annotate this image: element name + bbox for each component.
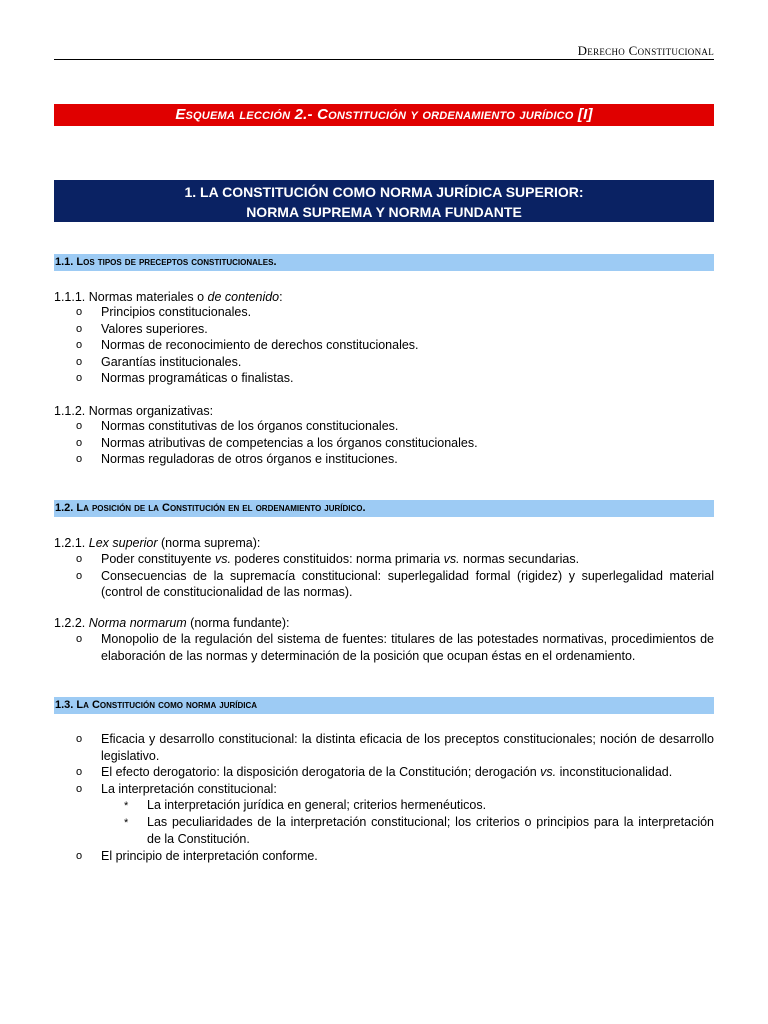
- bullet-icon: o: [76, 306, 83, 318]
- bullet-icon: o: [76, 766, 83, 778]
- italic-run: vs.: [443, 552, 460, 566]
- bullet-icon: o: [76, 733, 83, 745]
- list-item-text: [101, 764, 714, 781]
- sub-list-item-text: Las peculiaridades de la interpretación constitucional; los criterios o principios para la interpretación de la Constitución.: [147, 815, 714, 846]
- list-item: [54, 321, 714, 338]
- italic-run: vs.: [540, 765, 557, 779]
- list-item: [54, 337, 714, 354]
- list-item-text: Normas programáticas o finalistas.: [101, 371, 294, 385]
- lesson-banner: Esquema lección 2.- Constitución y ordenamiento jurídico [I]: [54, 104, 714, 126]
- list-item-text: La interpretación constitucional:: [101, 781, 277, 796]
- list-item-text: Normas reguladoras de otros órganos e instituciones.: [101, 452, 398, 466]
- list-item-text: Garantías institucionales.: [101, 354, 242, 369]
- list-item-text: El principio de interpretación conforme.: [101, 849, 318, 863]
- heading-italic-text: Lex superior: [88, 536, 158, 550]
- list-item-text: Eficacia y desarrollo constitucional: la distinta eficacia de los preceptos constitucionales; noción de desarrollo legislativo.: [101, 732, 714, 763]
- text-run: El efecto derogatorio: la disposición derogatoria de la Constitución; derogación: [101, 765, 541, 779]
- list-item: [54, 304, 714, 321]
- list-item: [54, 631, 714, 664]
- heading-text: 1.2.1.: [54, 536, 89, 550]
- bullet-icon: o: [76, 339, 83, 351]
- bullet-icon: o: [76, 436, 83, 449]
- list-item: [54, 551, 714, 568]
- bullet-icon: o: [76, 553, 83, 565]
- list-item: [54, 370, 714, 387]
- list-item: [54, 418, 714, 435]
- list-item: [54, 781, 714, 798]
- bullet-icon: o: [76, 633, 83, 645]
- subsection-1-1-1-heading: [54, 289, 283, 305]
- heading-text: 1.2.2.: [54, 616, 89, 630]
- bullet-icon: o: [76, 322, 83, 335]
- italic-run: vs.: [214, 552, 231, 566]
- list-item: [54, 354, 714, 371]
- sub-list-item: [54, 797, 714, 814]
- list-item: [54, 451, 714, 468]
- bullet-icon: o: [76, 850, 83, 862]
- list-item-text: Valores superiores.: [101, 321, 208, 336]
- sub-list-item-text: La interpretación jurídica en general; criterios hermenéuticos.: [147, 798, 487, 812]
- heading-italic-text: de contenido: [207, 290, 280, 304]
- heading-text-end: (norma suprema):: [157, 536, 261, 550]
- heading-italic-text: Norma normarum: [88, 616, 187, 630]
- heading-text: 1.1.1. Normas materiales o: [54, 290, 208, 304]
- heading-text-end: (norma fundante):: [186, 616, 290, 630]
- subsection-1-1-2-heading: 1.1.2. Normas organizativas:: [54, 404, 214, 418]
- subsection-1-2-1-heading: [54, 535, 260, 551]
- heading-text-end: :: [279, 290, 283, 304]
- bullet-icon: o: [76, 782, 83, 795]
- text-run: inconstitucionalidad.: [556, 765, 673, 779]
- list-item-text: Normas constitutivas de los órganos constitucionales.: [101, 419, 399, 433]
- header-rule: [54, 59, 714, 60]
- section-1-2-bar: 1.2. La posición de la Constitución en el ordenamiento jurídico.: [54, 500, 714, 517]
- bullet-icon: o: [76, 355, 83, 368]
- bullet-icon: o: [76, 453, 83, 465]
- list-item-text: Normas atributivas de competencias a los órganos constitucionales.: [101, 435, 478, 450]
- section-1-title-line1: 1. LA CONSTITUCIÓN COMO NORMA JURÍDICA SUPERIOR:: [184, 184, 584, 200]
- sub-list-item: [54, 814, 714, 847]
- list-item-text: [101, 551, 714, 568]
- text-run: Poder constituyente: [101, 552, 215, 566]
- list-item-text: Consecuencias de la supremacía constitucional: superlegalidad formal (rigidez) y superlegalidad material (control de constitucionalidad de las normas).: [101, 568, 714, 599]
- section-1-1-bar: 1.1. Los tipos de preceptos constitucionales.: [54, 254, 714, 271]
- list-item-text: Principios constitucionales.: [101, 305, 252, 319]
- section-1-title-line2: NORMA SUPREMA Y NORMA FUNDANTE: [246, 204, 522, 220]
- list-item: [54, 568, 714, 601]
- list-item: [54, 435, 714, 452]
- bullet-icon: o: [76, 569, 83, 582]
- list-item: [54, 848, 714, 865]
- list-item: [54, 731, 714, 764]
- asterisk-bullet-icon: *: [124, 817, 129, 829]
- page-header-title: Derecho Constitucional: [577, 43, 714, 58]
- section-1-3-bar: 1.3. La Constitución como norma jurídica: [54, 697, 714, 714]
- text-run: poderes constituidos: norma primaria: [230, 552, 444, 566]
- bullet-icon: o: [76, 372, 83, 384]
- asterisk-bullet-icon: *: [124, 800, 129, 812]
- bullet-icon: o: [76, 420, 83, 432]
- section-1-banner: [54, 180, 714, 222]
- subsection-1-2-2-heading: [54, 615, 290, 631]
- list-item-text: Normas de reconocimiento de derechos constitucionales.: [101, 338, 419, 352]
- text-run: normas secundarias.: [459, 552, 580, 566]
- list-item: [54, 764, 714, 781]
- list-item-text: Monopolio de la regulación del sistema de fuentes: titulares de las potestades normativas, procedimientos de elaboración de las normas y determinación de la posición que ocupan éstas en el ordenamiento.: [101, 632, 714, 663]
